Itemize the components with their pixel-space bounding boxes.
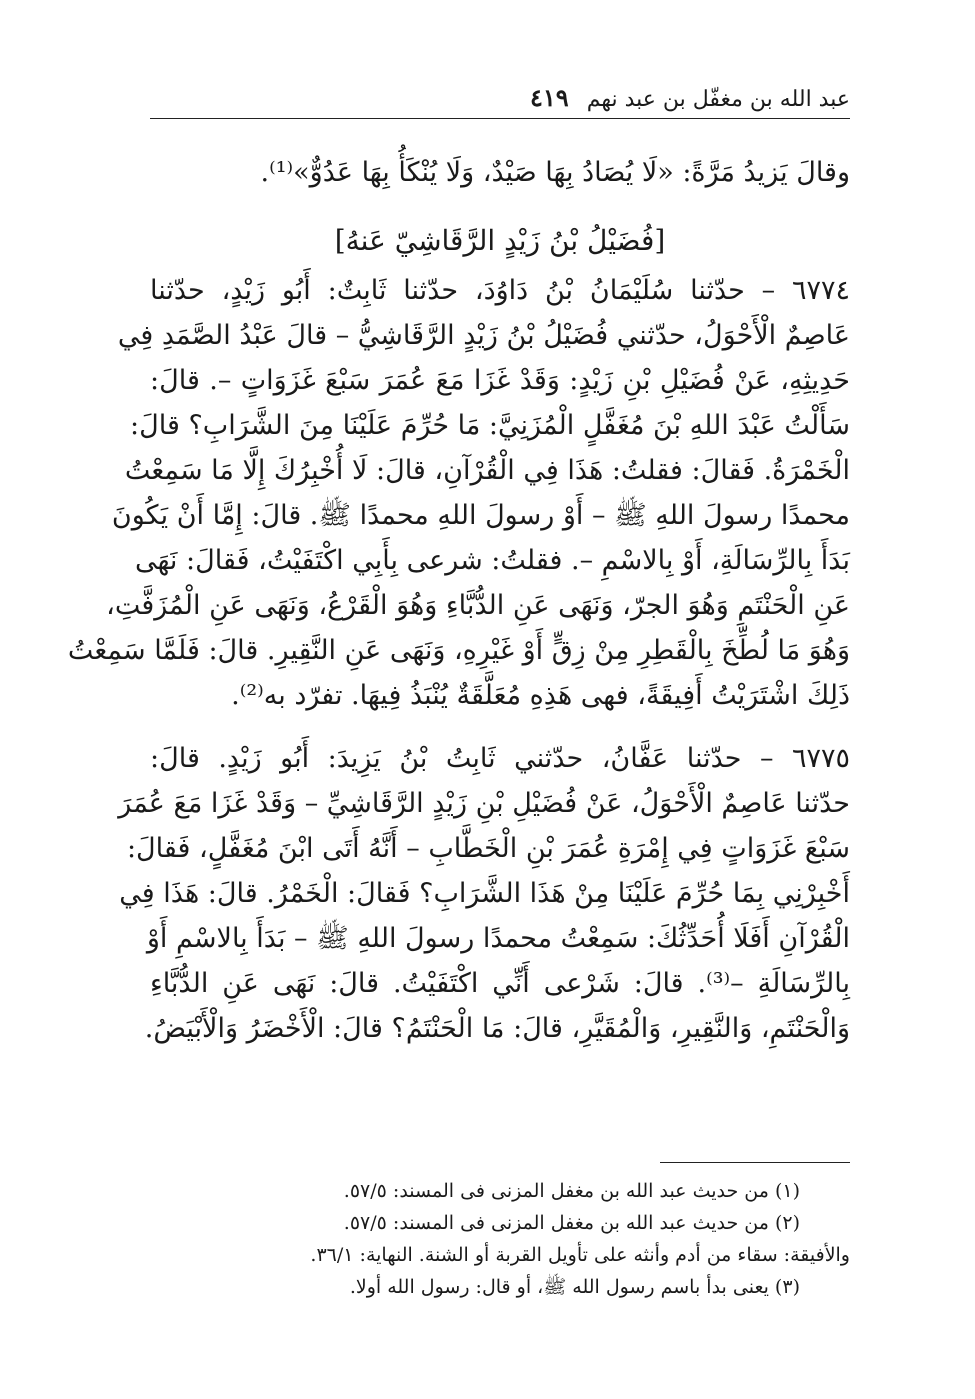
running-title: عبد الله بن مغفّل بن عبد نهم — [586, 87, 850, 112]
text-line: ذَلِكَ اشْتَرَيْتُ أَفِيقَةً، فهى هَذِهِ مُعَلَّقَةٌ يُنْبَذُ فِيهَا. تفرّد به⁽²⁾. — [231, 680, 850, 711]
header-rule — [150, 118, 850, 119]
hadith-6774 — [67, 268, 850, 718]
text-line: بَدَأَ بِالرِّسَالَةِ، أَوْ بِالاسْمِ –. فقلتُ: شرعى بِأَبِي اكْتَفَيْتُ، فَقالَ: نَهَى — [134, 545, 850, 576]
text-line: وَهُوَ مَا لُطِّخَ بِالْقَطِرِ مِنْ زِقٍّ أَوْ غَيْرِهِ، وَنَهَى عَنِ النَّقِيرِ. قالَ: فَلَمَّا سَمِعْتُ — [67, 635, 850, 666]
spacer — [150, 195, 850, 213]
footnote-2: (٢) من حديث عبد الله بن مغفل المزنى فى المسند: ٥٧/٥. — [343, 1212, 800, 1234]
page-header — [150, 76, 850, 112]
footnotes — [150, 1175, 850, 1303]
section-heading: [فُضَيْلُ بْنُ زَيْدٍ الرَّقَاشِيّ عَنهُ] — [334, 224, 666, 257]
text-line: ٦٧٧٥ – حدّثنا عَفَّانُ، حدّثني ثَابِتُ بْنُ يَزِيدَ: أَبُو زَيْدٍ. قالَ: — [150, 743, 850, 774]
footnote-rule — [660, 1162, 850, 1163]
intro-line: وقالَ يَزيدُ مَرَّةً: «لَا يُصَادُ بِهَا صَيْدٌ، وَلَا يُنْكَأُ بِهَا عَدُوٌّ»⁽¹⁾. — [260, 157, 850, 188]
text-line: حَدِيثِهِ، عَنْ فُضَيْلِ بْنِ زَيْدٍ: وَقَدْ غَزَا مَعَ عُمَرَ سَبْعَ غَزَوَاتٍ –. قالَ: — [150, 365, 850, 396]
hadith-6775 — [118, 736, 851, 1051]
text-line: عَنِ الْحَنْتَمِ وَهُوَ الجرّ، وَنَهَى عَنِ الدُّبَّاءِ وَهُوَ الْقَرْعُ، وَنَهَى عَنِ الْمُزَفَّتِ، — [106, 590, 850, 621]
footnote-1: (١) من حديث عبد الله بن مغفل المزنى فى المسند: ٥٧/٥. — [343, 1180, 800, 1202]
text-line: عَاصِمٌ الْأَحْوَلُ، حدّثني فُضَيْلُ بْنُ زَيْدٍ الرَّقَاشِيُّ – قالَ عَبْدُ الصَّمَدِ فِي — [117, 320, 850, 351]
text-line: سَأَلْتُ عَبْدَ اللهِ بْنَ مُغَفَّلٍ الْمُزَنِيَّ: مَا حُرِّمَ عَلَيْنَا مِنَ الشَّرَابِ؟ قالَ: — [130, 410, 850, 441]
page-number: ٤١٩ — [530, 83, 569, 112]
text-line: الْخَمْرَةُ. فَقالَ: فقلتُ: هَذَا فِي الْقُرْآنِ، قالَ: لَا أُخْبِرُكَ إِلَّا مَا سَمِعْتُ — [124, 455, 850, 486]
footnote-2-continuation: والأفيقة: سقاء من أدم وأنثه على تأويل القربة أو الشنة. النهاية: ٣٦/١. — [310, 1244, 850, 1266]
footnote-3: (٣) يعنى بدأ باسم رسول الله ﷺ، أو قال: رسول الله أولا. — [349, 1276, 800, 1298]
main-text — [67, 150, 851, 1051]
text-line: الْقُرْآنِ أَفَلَا أُحَدِّثُكَ: سَمِعْتُ محمدًا رسولَ اللهِ ﷺ – بَدَأَ بِالاسْمِ أَوْ — [146, 923, 850, 954]
text-line: حدّثنا عَاصِمٌ الْأَحْوَلُ، عَنْ فُضَيْلِ بْنِ زَيْدٍ الرَّقَاشِيِّ – وَقَدْ غَزَا مَعَ عُمَرَ — [118, 788, 850, 819]
text-line: محمدًا رسولَ اللهِ ﷺ – أَوْ رسولَ اللهِ محمدًا ﷺ. قالَ: إِمَّا أَنْ يَكُونَ — [111, 500, 850, 531]
text-line: ٦٧٧٤ – حدّثنا سُلَيْمَانُ بْنُ دَاوُدَ، حدّثنا ثَابِتٌ: أَبُو زَيْدٍ، حدّثنا — [150, 275, 850, 306]
spacer — [150, 718, 850, 736]
text-line: أَخْبِرْنِي بِمَا حُرِّمَ عَلَيْنَا مِنْ هَذَا الشَّرَابِ؟ فَقالَ: الْخَمْرُ. قالَ: هَذَا فِي — [119, 878, 850, 909]
text-line: وَالْحَنْتَمِ، وَالنَّقِيرِ، وَالْمُقَيَّرِ، قالَ: مَا الْحَنْتَمُ؟ قالَ: الْأَخْضَرُ وَالْأَبْيَضُ. — [144, 1013, 850, 1044]
text-line: بِالرِّسَالَةِ –⁽³⁾. قالَ: شَرْعى أَنِّي اكْتَفَيْتُ. قالَ: نَهَى عَنِ الدُّبَّاءِ — [150, 968, 851, 999]
text-line: سَبْعَ غَزَوَاتٍ فِي إِمْرَةِ عُمَرَ بْنِ الْخَطَّابِ – أَنَّهُ أَتَى ابْنَ مُغَفَّلٍ، فَقالَ: — [126, 833, 850, 864]
